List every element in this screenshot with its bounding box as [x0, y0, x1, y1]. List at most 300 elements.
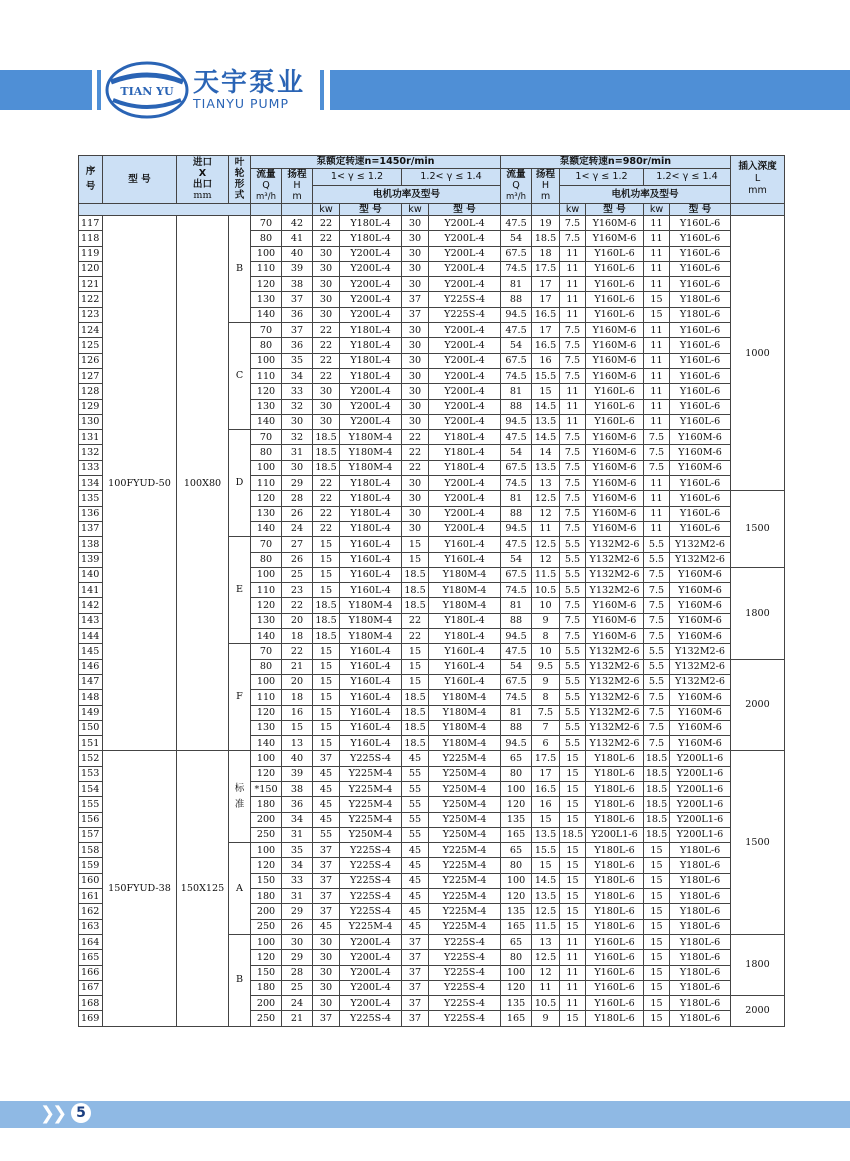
cell-kw4: 11: [644, 323, 670, 338]
cell-type4: Y160L-6: [670, 231, 731, 246]
cell-flow-1450: 100: [251, 353, 282, 368]
cell-type2: Y180L-4: [429, 430, 501, 445]
cell-seq: 127: [79, 368, 103, 383]
cell-type3: Y180L-6: [586, 1011, 644, 1026]
cell-kw4: 18.5: [644, 827, 670, 842]
cell-flow-980: 100: [501, 781, 532, 796]
cell-head-1450: 26: [282, 552, 313, 567]
cell-type4: Y160L-6: [670, 246, 731, 261]
cell-seq: 155: [79, 797, 103, 812]
cell-flow-980: 120: [501, 980, 532, 995]
cell-flow-1450: 140: [251, 629, 282, 644]
cell-flow-1450: 140: [251, 414, 282, 429]
cell-type2: Y200L-4: [429, 491, 501, 506]
cell-kw2: 18.5: [402, 690, 429, 705]
cell-head-1450: 30: [282, 460, 313, 475]
cell-type4: Y180L-6: [670, 292, 731, 307]
cell-seq: 117: [79, 216, 103, 231]
cell-type4: Y200L1-6: [670, 797, 731, 812]
cell-head-1450: 36: [282, 307, 313, 322]
cell-type2: Y200L-4: [429, 246, 501, 261]
cell-flow-980: 81: [501, 705, 532, 720]
cell-head-1450: 42: [282, 216, 313, 231]
cell-type3: Y180L-6: [586, 889, 644, 904]
cell-type2: Y200L-4: [429, 368, 501, 383]
cell-kw3: 15: [560, 797, 586, 812]
cell-kw4: 11: [644, 246, 670, 261]
cell-head-980: 14.5: [532, 430, 560, 445]
cell-kw4: 5.5: [644, 644, 670, 659]
table-row: [79, 751, 785, 766]
cell-type1: Y180L-4: [340, 353, 402, 368]
cell-inlet: 100X80: [177, 216, 229, 751]
cell-seq: 164: [79, 934, 103, 949]
cell-kw2: 18.5: [402, 705, 429, 720]
cell-kw1: 22: [313, 323, 340, 338]
cell-type4: Y180L-6: [670, 858, 731, 873]
cell-head-1450: 21: [282, 1011, 313, 1026]
cell-flow-980: 135: [501, 996, 532, 1011]
cell-flow-980: 94.5: [501, 414, 532, 429]
cell-type1: Y225S-4: [340, 858, 402, 873]
cell-seq: 154: [79, 781, 103, 796]
header-filler: [501, 203, 532, 216]
cell-type1: Y200L-4: [340, 246, 402, 261]
col-model: 型 号: [103, 156, 177, 204]
cell-kw2: 55: [402, 797, 429, 812]
cell-seq: 142: [79, 598, 103, 613]
cell-type3: Y132M2-6: [586, 690, 644, 705]
cell-kw4: 5.5: [644, 537, 670, 552]
col-motor-980: 电机功率及型号: [560, 186, 731, 204]
cell-kw2: 45: [402, 843, 429, 858]
cell-flow-1450: 250: [251, 919, 282, 934]
cell-kw2: 15: [402, 659, 429, 674]
cell-flow-1450: 80: [251, 552, 282, 567]
header-bar-right: [330, 70, 850, 110]
page-number: 5: [71, 1103, 91, 1123]
cell-seq: 126: [79, 353, 103, 368]
cell-kw2: 22: [402, 460, 429, 475]
cell-head-980: 10: [532, 598, 560, 613]
cell-kw1: 37: [313, 843, 340, 858]
cell-flow-980: 74.5: [501, 368, 532, 383]
cell-kw2: 30: [402, 368, 429, 383]
cell-type4: Y160M-6: [670, 720, 731, 735]
cell-head-980: 16.5: [532, 307, 560, 322]
cell-type4: Y180L-6: [670, 889, 731, 904]
cell-kw1: 30: [313, 246, 340, 261]
cell-seq: 136: [79, 506, 103, 521]
cell-kw3: 5.5: [560, 736, 586, 751]
cell-head-1450: 32: [282, 399, 313, 414]
cell-type4: Y160L-6: [670, 521, 731, 536]
company-logo-icon: [105, 58, 189, 120]
cell-seq: 146: [79, 659, 103, 674]
cell-seq: 121: [79, 277, 103, 292]
cell-kw1: 37: [313, 889, 340, 904]
cell-flow-980: 135: [501, 904, 532, 919]
cell-head-980: 12: [532, 552, 560, 567]
cell-head-1450: 31: [282, 889, 313, 904]
cell-head-1450: 23: [282, 583, 313, 598]
cell-head-980: 15: [532, 384, 560, 399]
cell-impeller: F: [229, 644, 251, 751]
cell-type2: Y200L-4: [429, 353, 501, 368]
cell-type4: Y132M2-6: [670, 537, 731, 552]
cell-kw4: 11: [644, 216, 670, 231]
cell-type1: Y180M-4: [340, 430, 402, 445]
cell-type3: Y160L-6: [586, 261, 644, 276]
cell-type2: Y200L-4: [429, 261, 501, 276]
cell-kw1: 30: [313, 261, 340, 276]
cell-flow-1450: 70: [251, 430, 282, 445]
cell-type3: Y180L-6: [586, 751, 644, 766]
cell-kw2: 30: [402, 521, 429, 536]
col-head-980: 扬程 H m: [532, 168, 560, 203]
cell-kw4: 15: [644, 307, 670, 322]
cell-kw4: 15: [644, 873, 670, 888]
cell-seq: 143: [79, 613, 103, 628]
cell-flow-1450: 120: [251, 384, 282, 399]
cell-type4: Y160L-6: [670, 338, 731, 353]
cell-head-980: 9: [532, 1011, 560, 1026]
cell-type4: Y180L-6: [670, 843, 731, 858]
cell-head-980: 13.5: [532, 827, 560, 842]
cell-flow-980: 74.5: [501, 476, 532, 491]
cell-kw3: 7.5: [560, 598, 586, 613]
cell-head-980: 11.5: [532, 919, 560, 934]
cell-type1: Y225S-4: [340, 1011, 402, 1026]
cell-seq: 134: [79, 476, 103, 491]
header-bar-left: [0, 70, 92, 110]
cell-kw1: 45: [313, 919, 340, 934]
col-depth: 插入深度 L mm: [731, 156, 785, 204]
cell-kw2: 45: [402, 873, 429, 888]
cell-seq: 130: [79, 414, 103, 429]
cell-type4: Y160M-6: [670, 736, 731, 751]
cell-type2: Y180L-4: [429, 629, 501, 644]
cell-type3: Y160M-6: [586, 445, 644, 460]
cell-head-980: 17.5: [532, 261, 560, 276]
cell-type3: Y160M-6: [586, 491, 644, 506]
cell-kw2: 30: [402, 353, 429, 368]
cell-type4: Y180L-6: [670, 934, 731, 949]
cell-flow-980: 47.5: [501, 644, 532, 659]
cell-type4: Y160M-6: [670, 445, 731, 460]
cell-type3: Y160L-6: [586, 414, 644, 429]
cell-flow-1450: 120: [251, 277, 282, 292]
cell-kw1: 15: [313, 720, 340, 735]
cell-kw2: 37: [402, 1011, 429, 1026]
cell-type2: Y180M-4: [429, 705, 501, 720]
cell-impeller: A: [229, 843, 251, 935]
cell-type3: Y160L-6: [586, 934, 644, 949]
cell-kw3: 7.5: [560, 613, 586, 628]
cell-type2: Y250M-4: [429, 797, 501, 812]
cell-head-980: 13: [532, 476, 560, 491]
cell-kw3: 7.5: [560, 338, 586, 353]
cell-kw4: 15: [644, 965, 670, 980]
cell-kw2: 37: [402, 950, 429, 965]
cell-seq: 167: [79, 980, 103, 995]
cell-head-980: 14.5: [532, 873, 560, 888]
cell-type4: Y200L1-6: [670, 751, 731, 766]
cell-kw1: 18.5: [313, 629, 340, 644]
cell-type3: Y160L-6: [586, 307, 644, 322]
cell-kw1: 45: [313, 812, 340, 827]
cell-kw2: 30: [402, 231, 429, 246]
cell-type2: Y180M-4: [429, 583, 501, 598]
cell-type1: Y180L-4: [340, 216, 402, 231]
cell-flow-980: 65: [501, 751, 532, 766]
cell-kw4: 11: [644, 231, 670, 246]
cell-seq: 150: [79, 720, 103, 735]
cell-head-1450: 29: [282, 476, 313, 491]
cell-type4: Y160M-6: [670, 567, 731, 582]
cell-head-1450: 22: [282, 598, 313, 613]
cell-kw3: 5.5: [560, 567, 586, 582]
cell-type4: Y160L-6: [670, 414, 731, 429]
col-type3: 型 号: [586, 203, 644, 216]
col-kw3: kw: [560, 203, 586, 216]
cell-type4: Y180L-6: [670, 919, 731, 934]
cell-head-980: 7.5: [532, 705, 560, 720]
cell-kw1: 15: [313, 552, 340, 567]
cell-head-1450: 21: [282, 659, 313, 674]
cell-kw2: 37: [402, 307, 429, 322]
cell-type4: Y160M-6: [670, 430, 731, 445]
cell-type1: Y180L-4: [340, 521, 402, 536]
cell-flow-1450: 80: [251, 231, 282, 246]
cell-impeller: B: [229, 216, 251, 323]
cell-kw4: 15: [644, 292, 670, 307]
cell-type4: Y180L-6: [670, 996, 731, 1011]
col-impeller: 叶 轮 形 式: [229, 156, 251, 204]
cell-kw4: 11: [644, 338, 670, 353]
cell-flow-980: 165: [501, 919, 532, 934]
cell-flow-980: 81: [501, 491, 532, 506]
cell-flow-980: 88: [501, 399, 532, 414]
cell-type3: Y132M2-6: [586, 583, 644, 598]
cell-flow-1450: 150: [251, 873, 282, 888]
cell-seq: 120: [79, 261, 103, 276]
cell-kw3: 11: [560, 261, 586, 276]
cell-seq: 168: [79, 996, 103, 1011]
cell-kw4: 15: [644, 1011, 670, 1026]
cell-type2: Y225S-4: [429, 950, 501, 965]
cell-head-1450: 31: [282, 827, 313, 842]
double-chevron-icon: ❯❯: [40, 1103, 65, 1124]
cell-head-1450: 13: [282, 736, 313, 751]
cell-type1: Y200L-4: [340, 292, 402, 307]
cell-type2: Y180M-4: [429, 690, 501, 705]
cell-head-1450: 26: [282, 506, 313, 521]
cell-flow-1450: 120: [251, 766, 282, 781]
cell-type1: Y180M-4: [340, 598, 402, 613]
cell-flow-1450: 110: [251, 368, 282, 383]
cell-kw2: 30: [402, 216, 429, 231]
cell-type1: Y160L-4: [340, 552, 402, 567]
cell-type4: Y200L1-6: [670, 766, 731, 781]
col-type4: 型 号: [670, 203, 731, 216]
cell-type1: Y200L-4: [340, 399, 402, 414]
cell-kw4: 7.5: [644, 583, 670, 598]
cell-head-980: 12.5: [532, 537, 560, 552]
cell-kw4: 5.5: [644, 674, 670, 689]
cell-kw2: 55: [402, 812, 429, 827]
cell-kw3: 15: [560, 873, 586, 888]
cell-type4: Y160M-6: [670, 705, 731, 720]
cell-flow-1450: 150: [251, 965, 282, 980]
cell-kw4: 7.5: [644, 460, 670, 475]
cell-flow-1450: 180: [251, 980, 282, 995]
cell-type3: Y180L-6: [586, 781, 644, 796]
col-type1: 型 号: [340, 203, 402, 216]
cell-type4: Y180L-6: [670, 965, 731, 980]
cell-kw4: 11: [644, 491, 670, 506]
cell-kw2: 22: [402, 629, 429, 644]
cell-seq: 129: [79, 399, 103, 414]
cell-head-1450: 26: [282, 919, 313, 934]
cell-type4: Y132M2-6: [670, 552, 731, 567]
cell-flow-1450: 200: [251, 996, 282, 1011]
cell-type1: Y180L-4: [340, 323, 402, 338]
cell-seq: 137: [79, 521, 103, 536]
cell-kw3: 7.5: [560, 216, 586, 231]
cell-kw4: 11: [644, 506, 670, 521]
cell-kw3: 7.5: [560, 460, 586, 475]
col-motor-1450: 电机功率及型号: [313, 186, 501, 204]
cell-type4: Y180L-6: [670, 1011, 731, 1026]
cell-head-1450: 36: [282, 338, 313, 353]
cell-head-1450: 15: [282, 720, 313, 735]
cell-kw3: 5.5: [560, 674, 586, 689]
cell-kw3: 7.5: [560, 491, 586, 506]
cell-seq: 158: [79, 843, 103, 858]
col-gamma2-980: 1.2< γ ≤ 1.4: [644, 168, 731, 186]
cell-kw4: 15: [644, 980, 670, 995]
cell-kw2: 45: [402, 904, 429, 919]
cell-seq: 162: [79, 904, 103, 919]
cell-kw3: 5.5: [560, 720, 586, 735]
cell-head-1450: 35: [282, 353, 313, 368]
cell-depth: 2000: [731, 996, 785, 1027]
cell-type1: Y200L-4: [340, 965, 402, 980]
cell-type3: Y132M2-6: [586, 537, 644, 552]
cell-type1: Y180L-4: [340, 506, 402, 521]
cell-type1: Y200L-4: [340, 996, 402, 1011]
cell-seq: 151: [79, 736, 103, 751]
cell-type3: Y180L-6: [586, 904, 644, 919]
cell-flow-1450: 80: [251, 445, 282, 460]
cell-kw2: 18.5: [402, 720, 429, 735]
cell-kw3: 7.5: [560, 521, 586, 536]
cell-seq: 131: [79, 430, 103, 445]
cell-flow-980: 88: [501, 720, 532, 735]
cell-seq: 147: [79, 674, 103, 689]
cell-seq: 141: [79, 583, 103, 598]
cell-seq: 161: [79, 889, 103, 904]
cell-flow-980: 47.5: [501, 537, 532, 552]
cell-type3: Y132M2-6: [586, 736, 644, 751]
cell-type4: Y160L-6: [670, 277, 731, 292]
cell-type1: Y200L-4: [340, 261, 402, 276]
cell-type4: Y180L-6: [670, 873, 731, 888]
cell-type4: Y160L-6: [670, 476, 731, 491]
col-seq: 序 号: [79, 156, 103, 204]
cell-kw3: 11: [560, 934, 586, 949]
cell-type1: Y160L-4: [340, 690, 402, 705]
cell-flow-980: 67.5: [501, 353, 532, 368]
cell-head-980: 13.5: [532, 460, 560, 475]
cell-seq: 132: [79, 445, 103, 460]
cell-kw2: 30: [402, 384, 429, 399]
cell-head-980: 6: [532, 736, 560, 751]
cell-kw2: 37: [402, 980, 429, 995]
col-kw1: kw: [313, 203, 340, 216]
cell-type1: Y180M-4: [340, 460, 402, 475]
pump-spec-table-body: [79, 216, 785, 1027]
cell-flow-1450: 110: [251, 690, 282, 705]
cell-kw3: 7.5: [560, 323, 586, 338]
cell-kw1: 55: [313, 827, 340, 842]
cell-kw2: 30: [402, 261, 429, 276]
cell-seq: 160: [79, 873, 103, 888]
cell-kw4: 7.5: [644, 629, 670, 644]
col-rpm980: 泵额定转速n=980r/min: [501, 156, 731, 169]
cell-kw2: 30: [402, 277, 429, 292]
cell-flow-980: 74.5: [501, 690, 532, 705]
cell-head-980: 15: [532, 858, 560, 873]
cell-type1: Y225M-4: [340, 781, 402, 796]
cell-kw1: 15: [313, 690, 340, 705]
cell-kw2: 18.5: [402, 736, 429, 751]
cell-flow-980: 165: [501, 827, 532, 842]
cell-flow-980: 94.5: [501, 629, 532, 644]
cell-kw3: 11: [560, 384, 586, 399]
cell-head-1450: 31: [282, 445, 313, 460]
cell-seq: 145: [79, 644, 103, 659]
cell-type1: Y225M-4: [340, 797, 402, 812]
cell-type2: Y160L-4: [429, 659, 501, 674]
cell-seq: 165: [79, 950, 103, 965]
cell-type2: Y180M-4: [429, 720, 501, 735]
cell-head-980: 17: [532, 766, 560, 781]
cell-head-1450: 28: [282, 491, 313, 506]
cell-type3: Y180L-6: [586, 812, 644, 827]
cell-flow-980: 100: [501, 965, 532, 980]
cell-kw2: 22: [402, 613, 429, 628]
cell-kw4: 11: [644, 384, 670, 399]
cell-flow-980: 165: [501, 1011, 532, 1026]
cell-type2: Y200L-4: [429, 476, 501, 491]
cell-type3: Y160M-6: [586, 353, 644, 368]
cell-type4: Y200L1-6: [670, 827, 731, 842]
cell-type2: Y200L-4: [429, 521, 501, 536]
cell-flow-1450: 140: [251, 307, 282, 322]
cell-seq: 135: [79, 491, 103, 506]
cell-flow-1450: 180: [251, 797, 282, 812]
cell-kw3: 7.5: [560, 629, 586, 644]
col-gamma2-1450: 1.2< γ ≤ 1.4: [402, 168, 501, 186]
cell-kw4: 7.5: [644, 430, 670, 445]
cell-kw4: 15: [644, 950, 670, 965]
cell-kw1: 18.5: [313, 598, 340, 613]
cell-kw2: 30: [402, 246, 429, 261]
cell-type4: Y160L-6: [670, 399, 731, 414]
cell-kw2: 55: [402, 827, 429, 842]
